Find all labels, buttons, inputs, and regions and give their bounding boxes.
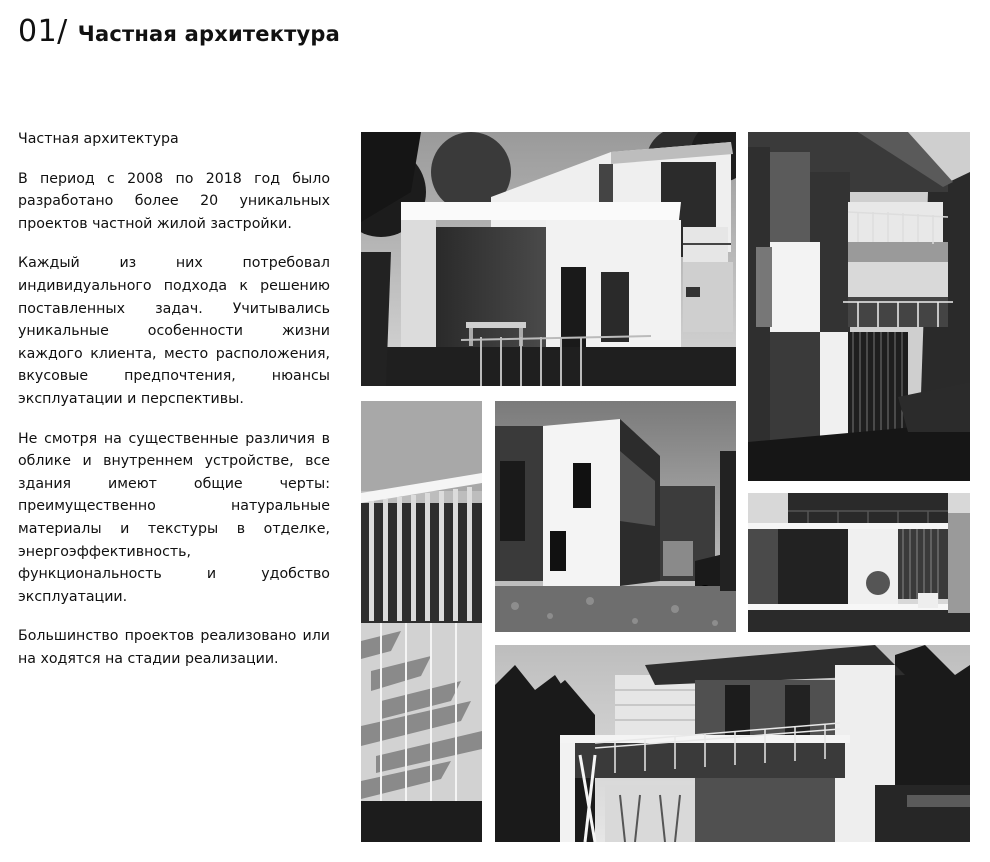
house-photo-2 (748, 132, 970, 481)
section-title: Частная архитектура (77, 22, 341, 46)
house-photo-6 (495, 645, 970, 842)
description-heading: Частная архитектура (18, 131, 179, 147)
description-paragraph-3: Не смотря на существенные различия в облике и внутреннем устройстве, все здания имеют общие черты: преимущественно натуральные материалы и текстуры в отделке, энергоэффективность, функциональность и удобство эксплуатации. (18, 430, 330, 605)
house-photo-4 (495, 401, 736, 632)
description-text (18, 128, 330, 687)
section-number: 01/ (18, 14, 68, 49)
house-photo-3 (361, 401, 482, 842)
description-paragraph-1: В период с 2008 по 2018 год было разработано более 20 уникальных проектов частной жилой застройки. (18, 170, 330, 232)
house-photo-1 (361, 132, 736, 386)
description-paragraph-2: Каждый из них потребовал индивидуального подхода к решению поставленных задач. Учитывались уникальные особенности жизни каждого клиента, место расположения, вкусовые предпочтения, нюансы эксплуатации и перспективы. (18, 255, 330, 407)
house-photo-5 (748, 493, 970, 632)
description-paragraph-4: Большинство проектов реализовано или на ходятся на стадии реализации. (18, 628, 330, 667)
page-header (18, 14, 340, 49)
